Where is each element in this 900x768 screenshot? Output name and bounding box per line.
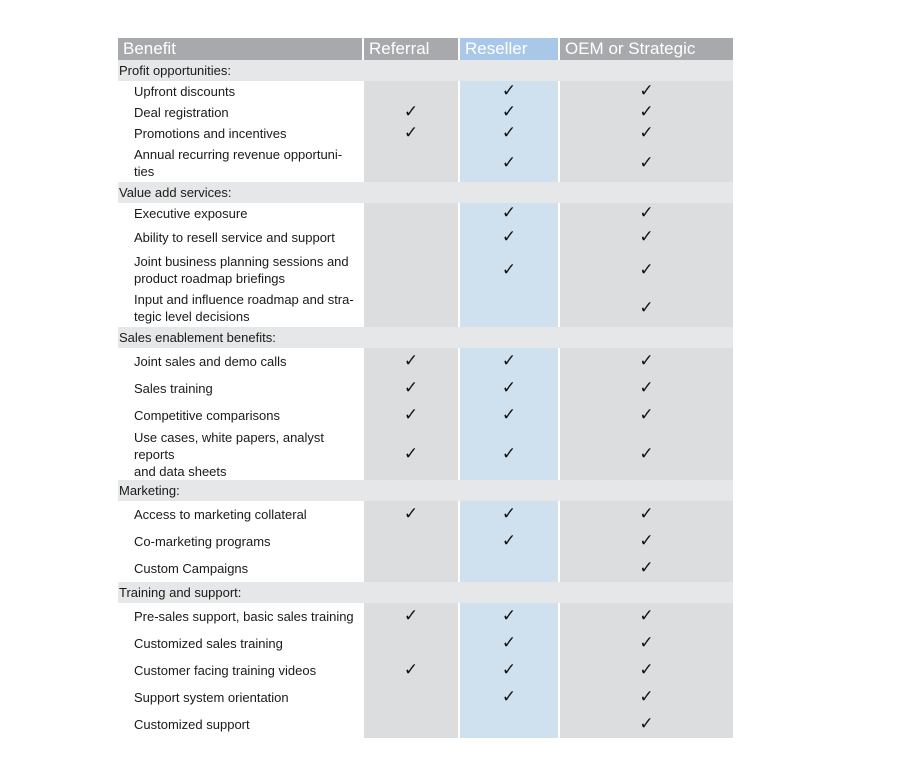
benefit-label-text: Customer facing training videos [134, 663, 317, 678]
table-row [118, 501, 733, 528]
oem-cell [560, 402, 733, 429]
reseller-cell [460, 348, 560, 375]
reseller-cell [460, 203, 560, 224]
checkmark-icon: ✓ [501, 687, 517, 707]
oem-cell [560, 144, 733, 182]
benefit-label-text: Deal registration [134, 105, 229, 120]
checkmark-icon: ✓ [639, 687, 654, 707]
oem-cell [560, 375, 733, 402]
benefit-label-text: Executive exposure [134, 206, 248, 221]
benefit-label [118, 224, 364, 251]
oem-cell [560, 102, 733, 123]
checkmark-icon: ✓ [639, 714, 654, 734]
reseller-cell [460, 402, 560, 429]
checkmark-icon: ✓ [639, 203, 654, 223]
checkmark-icon: ✓ [501, 123, 517, 143]
referral-cell [364, 501, 460, 528]
checkmark-icon: ✓ [403, 123, 419, 143]
checkmark-icon: ✓ [501, 351, 517, 371]
checkmark-icon: ✓ [639, 81, 654, 101]
benefit-label [118, 402, 364, 429]
checkmark-icon: ✓ [501, 203, 517, 223]
reseller-cell [460, 501, 560, 528]
reseller-cell [460, 251, 560, 289]
table-row [118, 348, 733, 375]
benefit-label-text: Joint sales and demo calls [134, 354, 287, 369]
referral-cell [364, 81, 460, 102]
checkmark-icon: ✓ [403, 660, 419, 680]
checkmark-icon: ✓ [403, 351, 419, 371]
referral-cell [364, 528, 460, 555]
benefit-label-text: Pre-sales support, basic sales training [134, 609, 354, 624]
table-row [118, 144, 733, 182]
reseller-cell [460, 102, 560, 123]
reseller-cell [460, 630, 560, 657]
benefit-label [118, 429, 364, 480]
section-row-training-and-support [118, 582, 733, 603]
table-row [118, 555, 733, 582]
oem-cell [560, 630, 733, 657]
benefits-comparison-table [118, 38, 733, 738]
checkmark-icon: ✓ [639, 405, 654, 425]
checkmark-icon: ✓ [501, 660, 517, 680]
header-referral: Referral [364, 38, 460, 60]
section-title: Training and support: [118, 582, 733, 603]
reseller-cell [460, 711, 560, 738]
benefit-label [118, 203, 364, 224]
reseller-cell [460, 429, 560, 480]
referral-cell [364, 144, 460, 182]
benefit-label [118, 603, 364, 630]
oem-cell [560, 603, 733, 630]
checkmark-icon: ✓ [639, 259, 654, 280]
reseller-cell [460, 224, 560, 251]
oem-cell [560, 224, 733, 251]
reseller-cell [460, 603, 560, 630]
table-row [118, 429, 733, 480]
header-benefit: Benefit [118, 38, 364, 60]
table-row [118, 102, 733, 123]
table-row [118, 711, 733, 738]
oem-cell [560, 684, 733, 711]
benefit-label [118, 657, 364, 684]
benefit-label-text: Sales training [134, 381, 213, 396]
referral-cell [364, 684, 460, 711]
table-row [118, 224, 733, 251]
table-row [118, 289, 733, 327]
reseller-cell [460, 528, 560, 555]
oem-cell [560, 251, 733, 289]
referral-cell [364, 289, 460, 327]
checkmark-icon: ✓ [639, 152, 654, 173]
checkmark-icon: ✓ [639, 606, 654, 626]
referral-cell [364, 402, 460, 429]
checkmark-icon: ✓ [639, 297, 654, 318]
checkmark-icon: ✓ [639, 378, 654, 398]
checkmark-icon: ✓ [639, 102, 654, 122]
checkmark-icon: ✓ [501, 606, 517, 626]
benefit-label-text: Access to marketing collateral [134, 507, 307, 522]
referral-cell [364, 657, 460, 684]
table-row [118, 203, 733, 224]
benefit-label [118, 251, 364, 289]
benefit-label [118, 528, 364, 555]
referral-cell [364, 429, 460, 480]
section-row-value-add-services [118, 182, 733, 203]
checkmark-icon: ✓ [501, 444, 517, 464]
referral-cell [364, 555, 460, 582]
table-row [118, 123, 733, 144]
checkmark-icon: ✓ [501, 405, 517, 425]
benefit-label [118, 348, 364, 375]
header-reseller: Reseller [460, 38, 560, 60]
referral-cell [364, 603, 460, 630]
oem-cell [560, 711, 733, 738]
referral-cell [364, 711, 460, 738]
referral-cell [364, 123, 460, 144]
benefit-label-text: Joint business planning sessions and product roadmap briefings [134, 254, 349, 286]
benefit-label-text: Customized sales training [134, 636, 283, 651]
benefit-label [118, 630, 364, 657]
checkmark-icon: ✓ [639, 227, 654, 247]
section-row-sales-enablement-benefits [118, 327, 733, 348]
checkmark-icon: ✓ [639, 444, 654, 464]
checkmark-icon: ✓ [501, 504, 517, 524]
section-title: Profit opportunities: [118, 60, 733, 81]
oem-cell [560, 289, 733, 327]
checkmark-icon: ✓ [501, 531, 517, 551]
benefit-label-text: Upfront discounts [134, 84, 236, 99]
table-row [118, 603, 733, 630]
checkmark-icon: ✓ [501, 378, 517, 398]
benefit-label-text: Customized support [134, 717, 250, 732]
checkmark-icon: ✓ [501, 633, 517, 653]
benefit-label [118, 102, 364, 123]
oem-cell [560, 528, 733, 555]
checkmark-icon: ✓ [639, 633, 654, 653]
header-row [118, 38, 733, 60]
benefit-label-text: Annual recurring revenue opportuni- ties [134, 147, 343, 179]
reseller-cell [460, 375, 560, 402]
checkmark-icon: ✓ [403, 102, 419, 122]
oem-cell [560, 501, 733, 528]
table-row [118, 375, 733, 402]
table-row [118, 81, 733, 102]
checkmark-icon: ✓ [639, 531, 654, 551]
table-row [118, 402, 733, 429]
benefit-label-text: Support system orientation [134, 690, 289, 705]
benefit-label [118, 684, 364, 711]
referral-cell [364, 224, 460, 251]
benefit-label-text: Custom Campaigns [134, 561, 249, 576]
checkmark-icon: ✓ [501, 152, 517, 173]
benefit-label [118, 711, 364, 738]
checkmark-icon: ✓ [639, 504, 654, 524]
oem-cell [560, 429, 733, 480]
referral-cell [364, 375, 460, 402]
referral-cell [364, 251, 460, 289]
checkmark-icon: ✓ [501, 102, 517, 122]
benefit-label-text: Co-marketing programs [134, 534, 271, 549]
referral-cell [364, 203, 460, 224]
table-row [118, 251, 733, 289]
reseller-cell [460, 555, 560, 582]
table-row [118, 657, 733, 684]
table-row [118, 528, 733, 555]
benefit-label [118, 375, 364, 402]
checkmark-icon: ✓ [639, 351, 654, 371]
checkmark-icon: ✓ [639, 123, 654, 143]
benefit-label [118, 555, 364, 582]
checkmark-icon: ✓ [501, 259, 517, 280]
section-row-profit-opportunities [118, 60, 733, 81]
benefit-label-text: Input and influence roadmap and stra- tegic level decisions [134, 292, 354, 324]
checkmark-icon: ✓ [403, 504, 419, 524]
section-title: Value add services: [118, 182, 733, 203]
benefit-label-text: Promotions and incentives [134, 126, 287, 141]
table-body [118, 60, 733, 738]
oem-cell [560, 555, 733, 582]
referral-cell [364, 630, 460, 657]
checkmark-icon: ✓ [403, 405, 419, 425]
benefit-label-text: Use cases, white papers, analyst reports and data sheets [134, 430, 325, 479]
benefit-label [118, 123, 364, 144]
reseller-cell [460, 81, 560, 102]
oem-cell [560, 348, 733, 375]
reseller-cell [460, 657, 560, 684]
benefit-label [118, 144, 364, 182]
section-title: Marketing: [118, 480, 733, 501]
reseller-cell [460, 289, 560, 327]
checkmark-icon: ✓ [639, 558, 654, 578]
benefit-label [118, 289, 364, 327]
oem-cell [560, 657, 733, 684]
checkmark-icon: ✓ [403, 378, 419, 398]
oem-cell [560, 203, 733, 224]
benefit-label-text: Ability to resell service and support [134, 230, 335, 245]
referral-cell [364, 102, 460, 123]
reseller-cell [460, 123, 560, 144]
checkmark-icon: ✓ [639, 660, 654, 680]
oem-cell [560, 81, 733, 102]
reseller-cell [460, 144, 560, 182]
table-row [118, 630, 733, 657]
section-title: Sales enablement benefits: [118, 327, 733, 348]
checkmark-icon: ✓ [501, 227, 517, 247]
section-row-marketing [118, 480, 733, 501]
table-row [118, 684, 733, 711]
referral-cell [364, 348, 460, 375]
benefit-label [118, 501, 364, 528]
benefit-label [118, 81, 364, 102]
checkmark-icon: ✓ [501, 81, 517, 101]
header-oem-or-strategic: OEM or Strategic [560, 38, 733, 60]
oem-cell [560, 123, 733, 144]
reseller-cell [460, 684, 560, 711]
checkmark-icon: ✓ [403, 606, 419, 626]
benefit-label-text: Competitive comparisons [134, 408, 280, 423]
checkmark-icon: ✓ [403, 444, 419, 464]
